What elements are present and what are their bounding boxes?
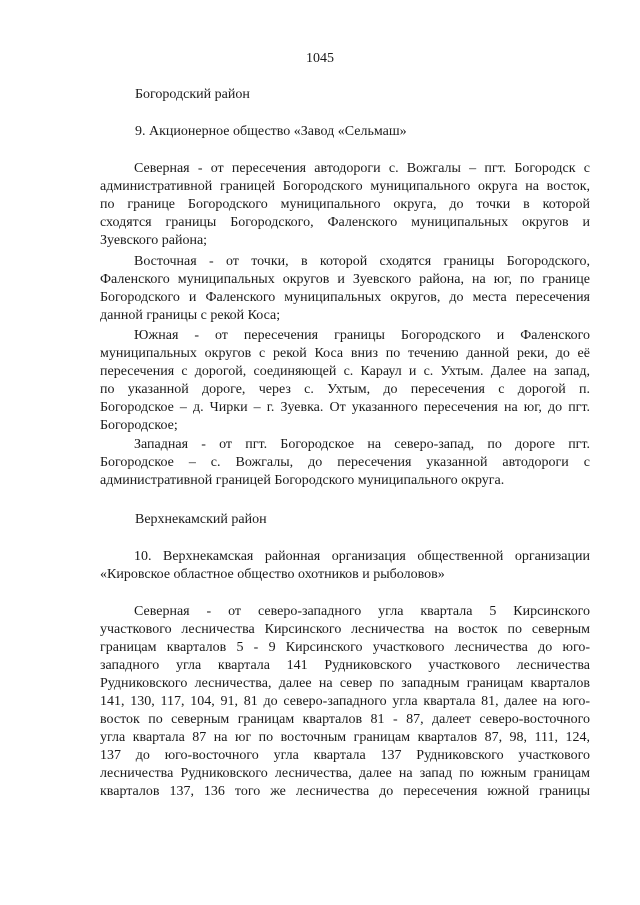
text-line: восток по северным границам кварталов 81 - 87, далеет северо-восточного [100,712,590,727]
text-line: Богородское – д. Чирки – г. Зуевка. От указанного пересечения на юг, до пгт. [100,400,590,415]
organization-title-10 [100,548,590,584]
text-line: 10. Верхнекамская районная организация общественной организации [134,549,590,564]
text-line: Богородское – с. Вожгалы, до пересечения указанной автодороги с [100,455,590,470]
text-line: границам кварталов 5 - 9 Кирсинского участкового лесничества до юго- [100,640,590,655]
text-line: Рудниковского лесничества, далее на север по западным границам кварталов [100,676,590,691]
text-line: Фаленского муниципальных округов и Зуевского района, на юг, по границе [100,272,590,287]
text-line: Северная - от северо-западного угла квартала 5 Кирсинского [134,604,590,619]
boundary-south-s1 [100,327,590,435]
text-line: Богородское; [100,418,178,433]
text-line: лесничества Рудниковского лесничества, далее на запад по южным границам [100,766,590,781]
text-line: сходятся границы Богородского, Фаленского муниципальных округов и [100,215,590,230]
text-line: Южная - от пересечения границы Богородского и Фаленского [134,328,590,343]
text-line: данной границы с рекой Коса; [100,308,281,323]
text-line: административной границей Богородского муниципального округа на восток, [100,179,590,194]
boundary-east-s1 [100,253,590,325]
organization-title-9: 9. Акционерное общество «Завод «Сельмаш» [135,124,407,139]
text-line: по указанной дороге, через с. Ухтым, до пересечения с дорогой п. [100,382,590,397]
text-line: 141, 130, 117, 104, 91, 81 до северо-западного угла квартала 81, далее на юго- [100,694,590,709]
text-line: Восточная - от точки, в которой сходятся границы Богородского, [134,254,590,269]
text-line: угла квартала 87 на юг по восточным границам кварталов 87, 98, 111, 124, [100,730,590,745]
district-heading-bogorodsky: Богородский район [135,87,250,102]
boundary-north-s1 [100,160,590,250]
text-line: Зуевского района; [100,233,208,248]
page-number: 1045 [306,51,334,66]
text-line: кварталов 137, 136 того же лесничества до пересечения южной границы [100,784,590,799]
text-line: «Кировское областное общество охотников и рыболовов» [100,567,445,582]
text-line: муниципальных округов с рекой Коса вниз по течению данной реки, до её [100,346,590,361]
text-line: Северная - от пересечения автодороги с. Вожгалы – пгт. Богородск с [134,161,590,176]
text-line: пересечения с дорогой, соединяющей с. Караул и с. Ухтым. Далее на запад, [100,364,590,379]
district-heading-verkhnekamsky: Верхнекамский район [135,512,267,527]
text-line: участкового лесничества Кирсинского лесничества на восток по северным [100,622,590,637]
text-line: Западная - от пгт. Богородское на северо-запад, по дороге пгт. [134,437,590,452]
text-line: Богородского и Фаленского муниципальных округов, до места пересечения [100,290,590,305]
boundary-north-s2 [100,603,590,801]
text-line: западного угла квартала 141 Рудниковского участкового лесничества [100,658,590,673]
boundary-west-s1 [100,436,590,490]
text-line: по границе Богородского муниципального округа, до точки в которой [100,197,590,212]
text-line: административной границей Богородского муниципального округа. [100,473,505,488]
text-line: 137 до юго-восточного угла квартала 137 Рудниковского участкового [100,748,590,763]
